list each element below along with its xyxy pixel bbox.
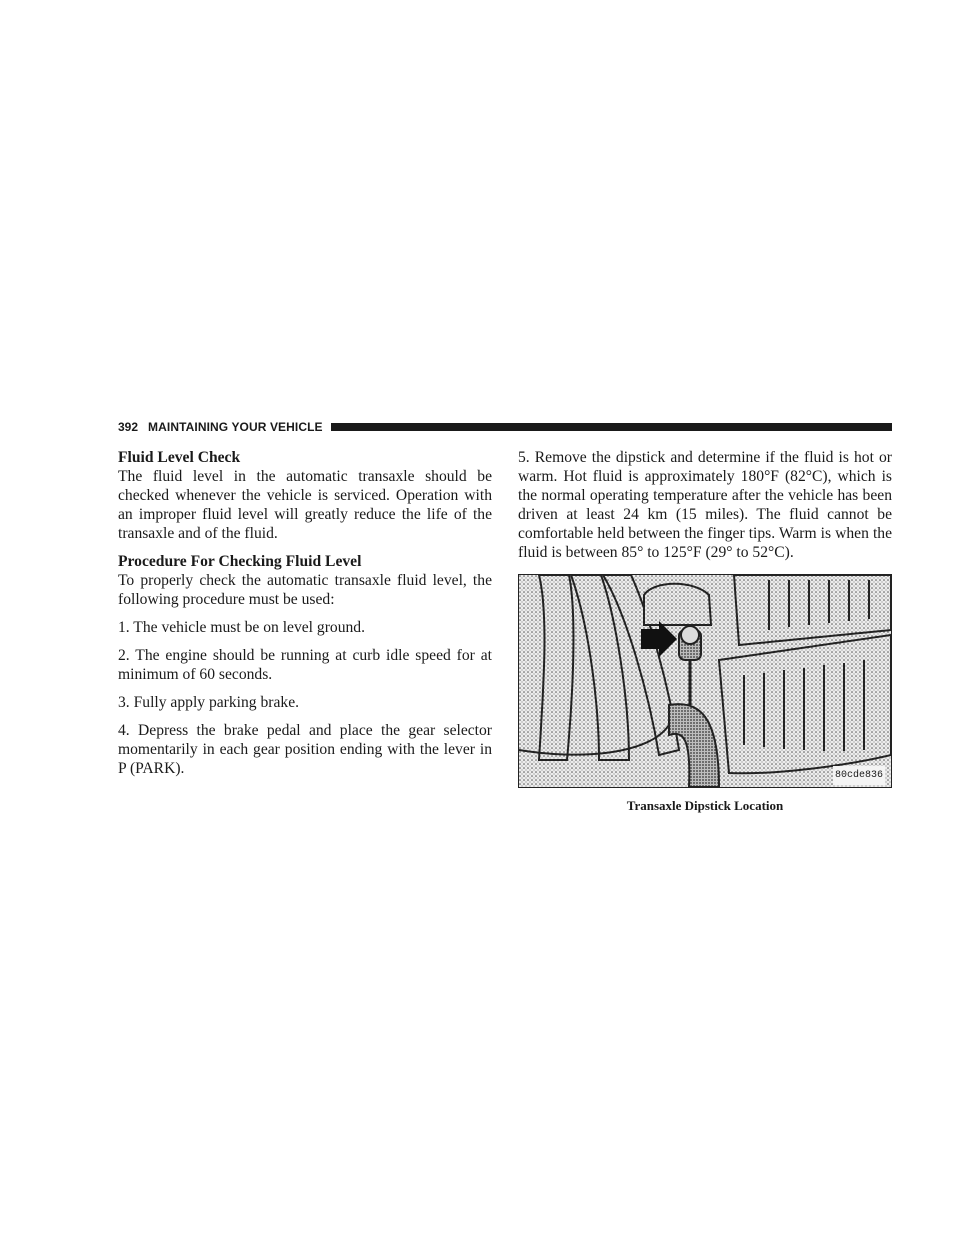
fluid-level-check-heading: Fluid Level Check <box>118 449 241 466</box>
transaxle-dipstick-illustration <box>518 574 892 788</box>
procedure-intro: To properly check the automatic transaxle fluid level, the following procedure must be used: <box>118 572 492 608</box>
section-title: MAINTAINING YOUR VEHICLE <box>148 420 323 434</box>
step-5: 5. Remove the dipstick and determine if the fluid is hot or warm. Hot fluid is approximately 180°F (82°C), which is the normal operating temperature after the vehicle has been driven at least 24 km (15 miles). The fluid cannot be comfortable held between the finger tips. Warm is when the fluid is between 85° to 125°F (29° to 52°C). <box>518 449 892 561</box>
right-column <box>518 448 892 815</box>
header-rule <box>331 423 892 431</box>
left-column <box>118 448 492 778</box>
page-number: 392 <box>118 420 139 434</box>
figure-code: 80cde836 <box>833 766 885 785</box>
figure-caption: Transaxle Dipstick Location <box>626 798 784 813</box>
engine-bay-drawing <box>519 575 891 787</box>
step-4: 4. Depress the brake pedal and place the gear selector momentarily in each gear position ending with the lever in P (PARK). <box>118 722 492 777</box>
step-2: 2. The engine should be running at curb idle speed for at minimum of 60 seconds. <box>118 647 492 683</box>
step-1: 1. The vehicle must be on level ground. <box>118 619 365 636</box>
fluid-level-intro: The fluid level in the automatic transaxle should be checked whenever the vehicle is serviced. Operation with an improper fluid level will greatly reduce the life of the transaxle and of the fluid. <box>118 468 492 542</box>
page-header <box>118 419 892 435</box>
step-3: 3. Fully apply parking brake. <box>118 694 300 711</box>
procedure-heading: Procedure For Checking Fluid Level <box>118 553 362 570</box>
